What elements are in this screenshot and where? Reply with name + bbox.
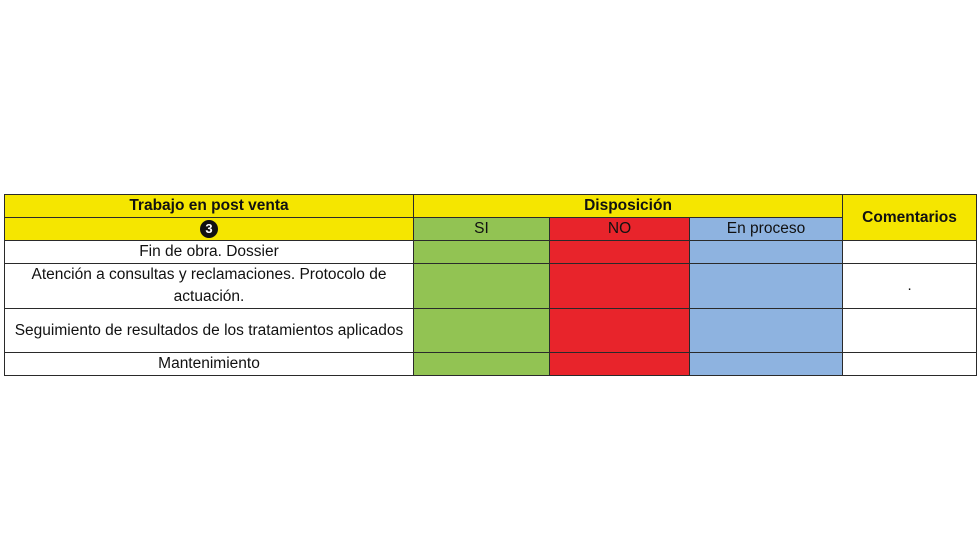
subheader-si: SI: [414, 218, 550, 241]
cell-en-proceso[interactable]: [690, 353, 843, 376]
cell-en-proceso[interactable]: [690, 309, 843, 353]
number-badge-icon: 3: [200, 220, 218, 238]
cell-si[interactable]: [414, 241, 550, 264]
cell-no[interactable]: [550, 353, 690, 376]
cell-no[interactable]: [550, 264, 690, 309]
cell-comment[interactable]: [843, 309, 977, 353]
header-row-top: [5, 195, 977, 218]
row-label: Fin de obra. Dossier: [5, 241, 414, 264]
cell-no[interactable]: [550, 241, 690, 264]
subheader-no: NO: [550, 218, 690, 241]
cell-comment[interactable]: [843, 241, 977, 264]
table-row: [5, 241, 977, 264]
cell-comment[interactable]: [843, 353, 977, 376]
cell-en-proceso[interactable]: [690, 241, 843, 264]
header-trabajo-title: Trabajo en post venta: [129, 197, 289, 214]
cell-no[interactable]: [550, 309, 690, 353]
header-disposicion: Disposición: [414, 195, 843, 218]
cell-en-proceso[interactable]: [690, 264, 843, 309]
cell-si[interactable]: [414, 264, 550, 309]
table-row: [5, 309, 977, 353]
header-trabajo-cell: [5, 195, 414, 218]
cell-comment[interactable]: .: [843, 264, 977, 309]
table-row: [5, 264, 977, 309]
row-label: Atención a consultas y reclamaciones. Protocolo de actuación.: [5, 264, 414, 309]
table-row: [5, 353, 977, 376]
post-sale-table: [4, 194, 977, 376]
cell-si[interactable]: [414, 353, 550, 376]
cell-si[interactable]: [414, 309, 550, 353]
row-label: Seguimiento de resultados de los tratamientos aplicados: [5, 309, 414, 353]
row-label: Mantenimiento: [5, 353, 414, 376]
header-badge-cell: [5, 218, 414, 241]
header-row-bottom: [5, 218, 977, 241]
subheader-en-proceso: En proceso: [690, 218, 843, 241]
header-comentarios: Comentarios: [843, 195, 977, 241]
